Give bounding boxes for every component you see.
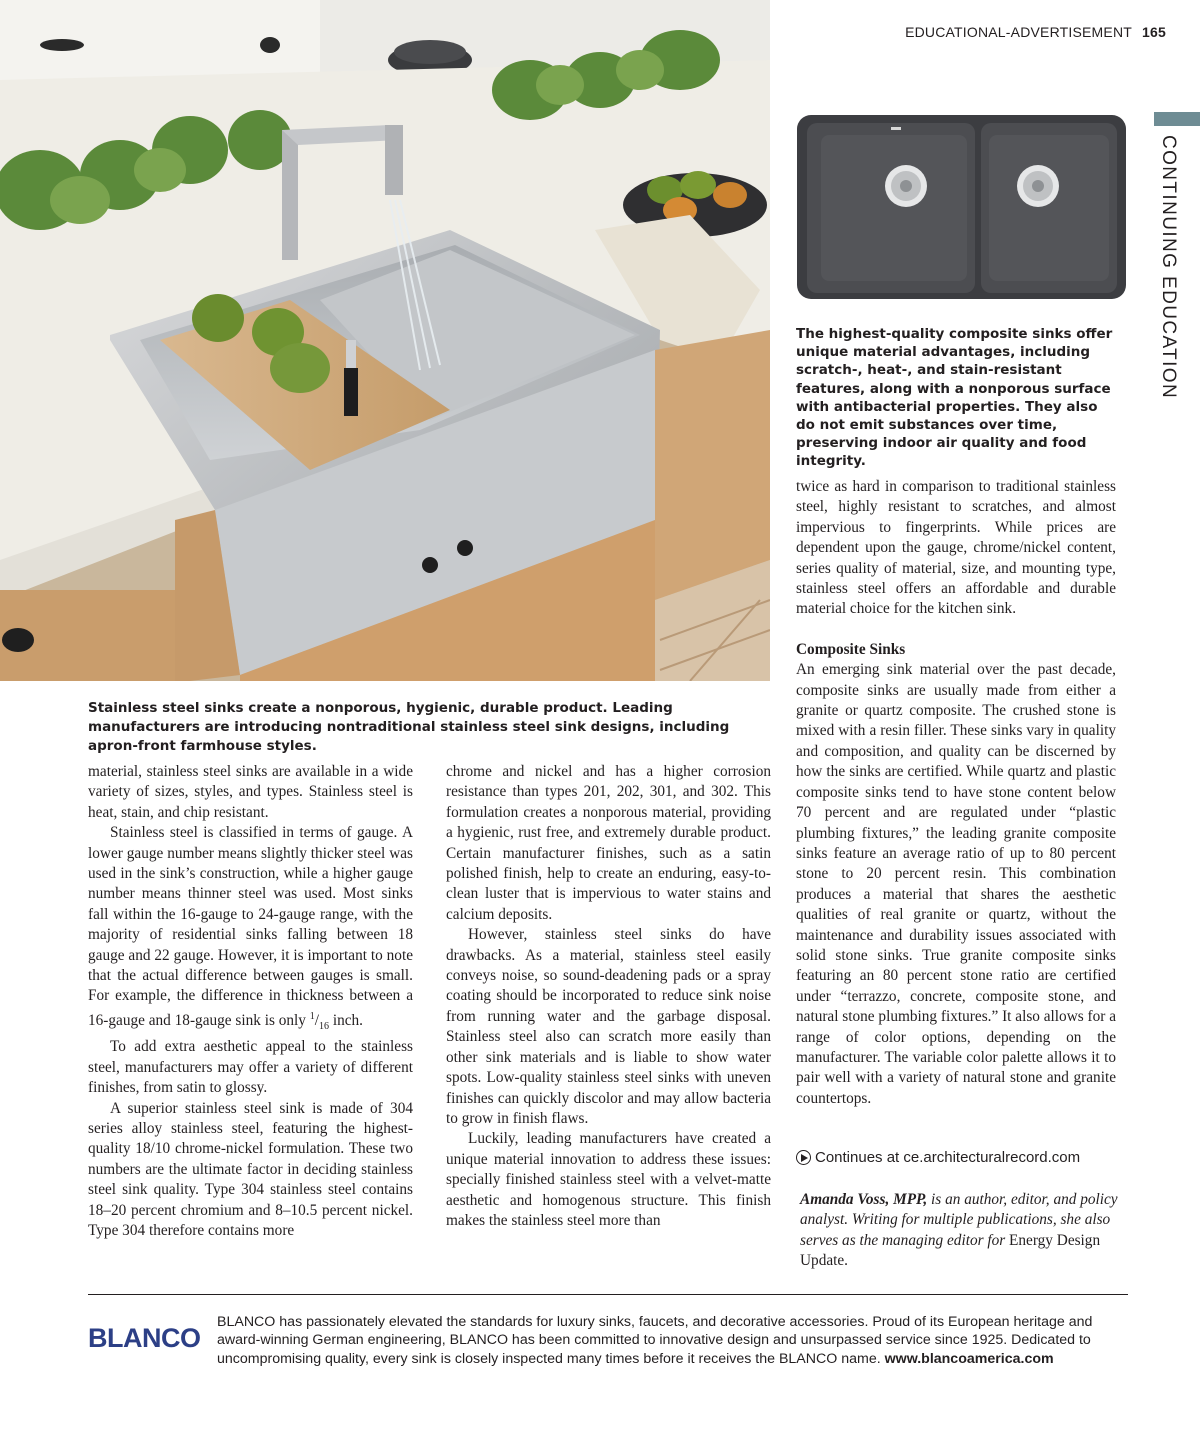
composite-sink-caption: The highest-quality composite sinks offer unique material advantages, including scratch-, heat-, and stain-resistant features, along with a nonporous surface with antibacterial properties. They also do not emit substances over time, preserving indoor air quality and food integrity. — [796, 326, 1113, 470]
continues-link[interactable] — [796, 1149, 1080, 1166]
page-number: 165 — [1142, 24, 1166, 40]
author-bio-text: is an author, editor, and policy analyst. Writing for multiple publications, she also serves as the managing editor for — [800, 1191, 1118, 1249]
sponsor-description — [217, 1313, 1132, 1368]
section-label: EDUCATIONAL-ADVERTISEMENT — [905, 24, 1133, 40]
author-bio — [800, 1190, 1120, 1272]
kitchen-illustration — [0, 0, 770, 681]
col1-paragraph-1: material, stainless steel sinks are available in a wide variety of sizes, styles, and types. Stainless steel is heat, stain, and chip resistant. — [88, 763, 413, 821]
col2-paragraph-2: However, stainless steel sinks do have drawbacks. As a material, stainless steel easily conveys noise, so sound-deadening pads or a spray coating should be incorporated to reduce sink noise from running water and the garbage disposal. Stainless steel also can scratch more easily than other sink materials and is liable to show water spots. Low-quality stainless steel sinks with uneven finishes can quickly discolor and may allow bacteria to grow in finish flaws. — [446, 926, 771, 1127]
page-header — [905, 24, 1166, 40]
publication-name: Energy Design Update. — [800, 1231, 1101, 1270]
col1-paragraph-2-text: Stainless steel is classified in terms of gauge. A lower gauge number means slightly thicker steel was used in the sink’s construction, while a higher gauge number means thinner steel was used. Most sinks fall within the 16-gauge to 24-gauge range, with the majority of residential sinks falling between 18 gauge and 22 gauge. However, it is important to note that the actual difference between gauges is small. For example, the difference in thickness between a 16-gauge and 18-gauge sink is only — [88, 824, 413, 1029]
composite-sink-photo — [795, 113, 1128, 301]
fraction-denominator: 16 — [319, 1021, 330, 1033]
composite-sinks-heading: Composite Sinks — [796, 640, 906, 658]
col2-paragraph-3: Luckily, leading manufacturers have created a unique material innovation to address these issues: specially finished stainless steel with a velvet-matte aesthetic and homogenous structure. This finish makes the stainless steel more than — [446, 1130, 771, 1229]
sponsor-text: BLANCO has passionately elevated the standards for luxury sinks, faucets, and decorative accessories. Proud of its European heritage and award-winning German engineering, BLANCO has been committed to innovative design and unsurpassed service since 1925. Dedicated to uncompromising quality, every sink is closely inspected many times before it receives the BLANCO name. — [217, 1314, 1093, 1367]
section-tab — [1154, 112, 1200, 126]
body-column-3 — [796, 477, 1116, 1109]
play-circle-icon — [796, 1150, 811, 1165]
composite-sink-illustration — [795, 113, 1128, 301]
body-column-1 — [88, 762, 413, 1241]
author-name: Amanda Voss, MPP, — [800, 1191, 928, 1208]
col2-paragraph-1: chrome and nickel and has a higher corrosion resistance than types 201, 202, 301, and 302. This formulation creates a nonporous material, providing a hygienic, rust free, and extremely durable product. Certain manufacturer finishes, such as a satin polished finish, help to create an enduring, easy-to-clean luster that is impervious to water stains and calcium deposits. — [446, 763, 771, 923]
continuing-education-label: CONTINUING EDUCATION — [1158, 135, 1179, 400]
hero-photo-stainless-sink — [0, 0, 770, 681]
col1-paragraph-2: Stainless steel is classified in terms of gauge. A lower gauge number means slightly thicker steel was used in the sink’s construction, while a higher gauge number means thinner steel was used. Most sinks fall within the 16-gauge to 24-gauge range, with the majority of residential sinks falling between 18 gauge and 22 gauge. However, it is important to note that the actual difference between gauges is small. For example, the difference in thickness between a 16-gauge and 18-gauge sink is only $^1/_{16}$ inch. — [88, 824, 413, 1033]
continues-text: Continues at ce.architecturalrecord.com — [815, 1149, 1081, 1166]
blanco-logo: BLANCO — [88, 1323, 201, 1353]
hero-caption: Stainless steel sinks create a nonporous, hygienic, durable product. Leading manufacturers are introducing nontraditional stainless steel sink designs, including apron-front farmhouse styles. — [88, 700, 730, 754]
sponsor-url[interactable]: www.blancoamerica.com — [884, 1350, 1054, 1367]
body-column-2 — [446, 762, 771, 1231]
fraction-numerator: 1 — [309, 1010, 315, 1022]
col3-paragraph-2: An emerging sink material over the past decade, composite sinks are usually made from either a granite or quartz composite. The crushed stone is mixed with a resin filler. These sinks vary in quality and composition, and quality can be discerned by how the sinks are certified. While quartz and plastic composite sinks tend to have stone content below 70 percent and are regulated under “plastic plumbing fixtures,” the leading granite composite sinks feature an average ratio of up to 80 percent stone to 20 percent resin. This combination produces a material that shares the aesthetic qualities of real granite or quartz, without the maintenance and durability issues associated with solid stone sinks. True granite composite sinks featuring an 80 percent stone ratio are certified under “terrazzo, concrete, composite stone, and natural stone plumbing fixtures.” It also allows for a range of color options, depending on the manufacturer. The variable color palette allows it to pair well with a variety of natural stone and granite countertops. — [796, 661, 1116, 1107]
footer-divider — [88, 1294, 1128, 1295]
col1-paragraph-4: A superior stainless steel sink is made of 304 series alloy stainless steel, featuring the highest-quality 18/10 chrome-nickel formulation. These two numbers are the ultimate factor in deciding stainless steel sink quality. Type 304 stainless steel contains 18–20 percent chromium and 8–10.5 percent nickel. Type 304 therefore contains more — [88, 1099, 413, 1240]
col1-paragraph-2-end: inch. — [329, 1011, 364, 1029]
col3-paragraph-1: twice as hard in comparison to traditional stainless steel, highly resistant to scratches, and almost impervious to fingerprints. While prices are dependent upon the gauge, chrome/nickel content, series quality of material, size, and mounting type, stainless steel offers an affordable and durable material choice for the kitchen sink. — [796, 478, 1116, 618]
col1-paragraph-3: To add extra aesthetic appeal to the stainless steel, manufacturers may offer a variety of different finishes, from satin to glossy. — [88, 1038, 413, 1097]
